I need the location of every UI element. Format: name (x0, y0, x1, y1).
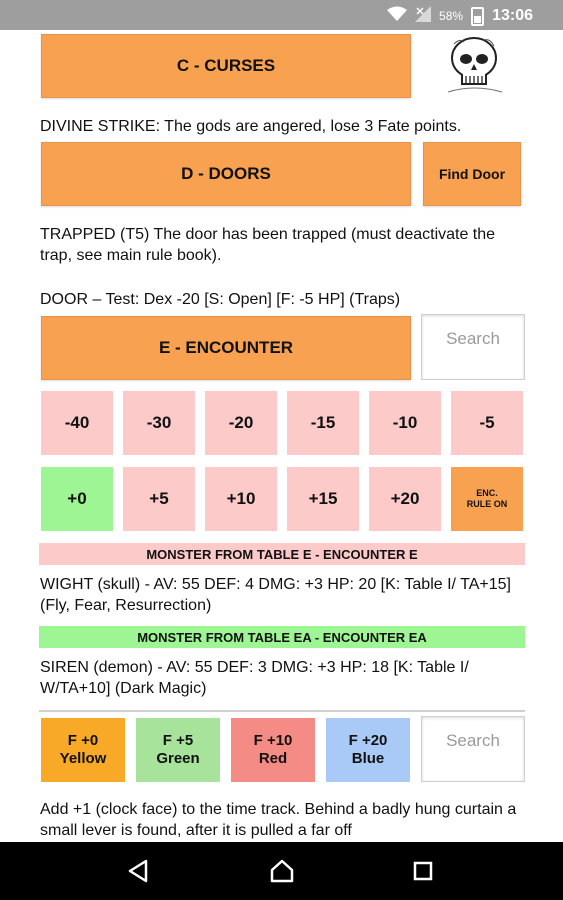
clock: 13:06 (492, 7, 533, 24)
home-icon[interactable] (262, 854, 302, 888)
fate-red-button[interactable] (231, 718, 315, 782)
navigation-bar (0, 842, 563, 900)
fate-green-line1: F +5 (162, 732, 194, 749)
divine-strike-text: DIVINE STRIKE: The gods are angered, lose 3 Fate points. (40, 118, 462, 135)
modifier-minus-30-button[interactable]: -30 (123, 391, 195, 455)
encounter-search-input[interactable]: Search (421, 314, 525, 380)
modifier-plus-10-button[interactable]: +10 (205, 467, 277, 531)
find-door-button[interactable]: Find Door (423, 142, 521, 206)
scroll-content[interactable] (0, 30, 563, 842)
fate-yellow-line2: Yellow (59, 750, 107, 767)
modifier-minus-20-button[interactable]: -20 (205, 391, 277, 455)
signal-icon (415, 6, 431, 26)
skull-icon (440, 32, 510, 98)
modifier-plus-0-button[interactable]: +0 (41, 467, 113, 531)
door-test-text: DOOR – Test: Dex -20 [S: Open] [F: -5 HP] (Traps) (40, 291, 401, 308)
monster-e-banner: MONSTER FROM TABLE E - ENCOUNTER E (39, 543, 525, 565)
encounter-button[interactable]: E - ENCOUNTER (41, 316, 411, 380)
modifier-minus-10-button[interactable]: -10 (369, 391, 441, 455)
wifi-icon (387, 6, 407, 26)
trapped-text: TRAPPED (T5) The door has been trapped (must deactivate the trap, see main rule book). (40, 226, 496, 264)
bottom-text: Add +1 (clock face) to the time track. Behind a badly hung curtain a small lever is found, after it is pulled a far off (40, 801, 517, 839)
fate-yellow-button[interactable] (41, 718, 125, 782)
fate-green-button[interactable] (136, 718, 220, 782)
fate-yellow-line1: F +0 (67, 732, 99, 749)
section-divider (39, 710, 525, 712)
modifier-plus-5-button[interactable]: +5 (123, 467, 195, 531)
modifier-minus-5-button[interactable]: -5 (451, 391, 523, 455)
monster-ea-banner: MONSTER FROM TABLE EA - ENCOUNTER EA (39, 626, 525, 648)
enc-rule-line1: ENC. (476, 488, 498, 498)
fate-green-line2: Green (156, 750, 200, 767)
fate-search-input[interactable]: Search (421, 716, 525, 782)
battery-percent: 58% (439, 9, 464, 23)
modifier-plus-20-button[interactable]: +20 (369, 467, 441, 531)
modifier-minus-40-button[interactable]: -40 (41, 391, 113, 455)
fate-red-line1: F +10 (253, 732, 293, 749)
enc-rule-line2: RULE ON (466, 499, 508, 509)
fate-red-line2: Red (258, 750, 288, 767)
back-icon[interactable] (118, 854, 158, 888)
battery-icon (471, 7, 484, 26)
status-icons (387, 6, 533, 26)
modifier-plus-15-button[interactable]: +15 (287, 467, 359, 531)
modifier-minus-15-button[interactable]: -15 (287, 391, 359, 455)
doors-button[interactable]: D - DOORS (41, 142, 411, 206)
fate-blue-line2: Blue (351, 750, 385, 767)
curses-button[interactable]: C - CURSES (41, 34, 411, 98)
recents-icon[interactable] (403, 854, 443, 888)
enc-rule-toggle[interactable] (451, 467, 523, 531)
monster-e-text: WIGHT (skull) - AV: 55 DEF: 4 DMG: +3 HP: 20 [K: Table I/ TA+15] (Fly, Fear, Resurrection) (40, 576, 511, 614)
monster-ea-text: SIREN (demon) - AV: 55 DEF: 3 DMG: +3 HP: 18 [K: Table I/ W/TA+10] (Dark Magic) (40, 659, 469, 697)
fate-blue-line1: F +20 (348, 732, 388, 749)
status-bar (0, 0, 563, 30)
fate-blue-button[interactable] (326, 718, 410, 782)
